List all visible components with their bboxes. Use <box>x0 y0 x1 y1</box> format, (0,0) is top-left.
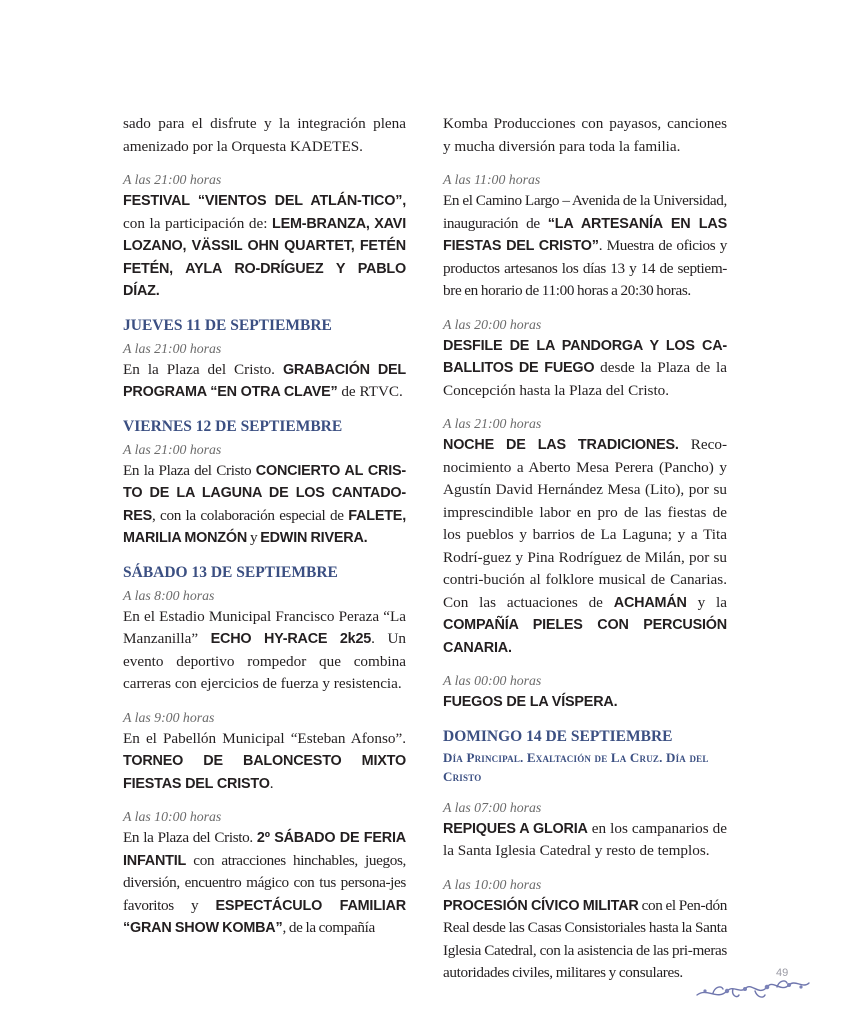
text: y la <box>686 593 727 611</box>
artists: COMPAÑÍA PIELES CON PERCUSIÓN CANARIA. <box>443 617 727 656</box>
text: con atracciones hinchables, juegos, diversión, encuentro mágico con tus persona-jes favoritos y <box>123 851 406 914</box>
event-description <box>443 691 727 714</box>
artists: FALETE, MARILIA MONZÓN <box>123 507 406 546</box>
text: . Muestra de oficios y productos artesanos los días 13 y 14 de septiem-bre en horario de 11:00 horas a 20:30 horas. <box>443 237 727 299</box>
event-title: GRABACIÓN DEL PROGRAMA “EN OTRA CLAVE” <box>123 361 407 400</box>
event-title: FUEGOS DE LA VÍSPERA. <box>443 694 618 710</box>
artists: LEM-BRANZA, XAVI LOZANO, VÄSSIL OHN QUARTET, FETÉN FETÉN, AYLA RO-DRÍGUEZ Y PABLO DÍAZ. <box>123 215 406 299</box>
event-title: REPIQUES A GLORIA <box>443 820 588 837</box>
text: , de la compañía <box>282 919 375 936</box>
text: En la Plaza del Cristo. <box>123 829 257 846</box>
artists: ACHAMÁN <box>613 594 687 611</box>
event-description <box>123 359 406 404</box>
text: con el Pen-dón Real desde las Casas Consistoriales hasta la Santa Iglesia Catedral, con la asistencia de las pri-meras autoridades civiles, militares y consulares. <box>443 896 727 981</box>
event-time: A las 10:00 horas <box>123 809 222 824</box>
day-heading: DOMINGO 14 DE SEPTIEMBRE <box>443 727 673 745</box>
event-description <box>123 827 406 940</box>
text: desde la Plaza de la Concepción hasta la Plaza del Cristo. <box>443 359 727 399</box>
text: En el Pabellón Municipal “Esteban Afonso”. <box>123 729 406 747</box>
left-column <box>123 113 406 940</box>
event-description <box>123 460 406 550</box>
right-column <box>443 113 727 985</box>
page-number: 49 <box>776 967 789 979</box>
event-time: A las 9:00 horas <box>123 709 215 725</box>
event-title: FESTIVAL “VIENTOS DEL ATLÁN-TICO”, <box>123 193 406 209</box>
text: sado para el disfrute y la integración plena amenizado por la Orquesta KADETES. <box>123 115 406 155</box>
event-title: DESFILE DE LA PANDORGA Y LOS CA-BALLITOS DE FUEGO <box>443 337 727 376</box>
event-title: NOCHE DE LAS TRADICIONES. <box>443 437 679 453</box>
event-time: A las 20:00 horas <box>443 316 542 332</box>
event-time: A las 07:00 horas <box>443 799 542 815</box>
event-description <box>443 335 727 403</box>
day-heading: JUEVES 11 DE SEPTIEMBRE <box>123 316 332 334</box>
event-time: A las 21:00 horas <box>123 441 222 457</box>
event-description <box>443 818 727 863</box>
floral-ornament-icon <box>693 967 813 1003</box>
paragraph <box>123 113 406 158</box>
text: En el Estadio Municipal Francisco Peraza “La Manzanilla” <box>123 607 406 647</box>
event-title: 2º SÁBADO DE FERIA INFANTIL <box>123 830 406 869</box>
text: . <box>269 774 274 792</box>
event-title: ESPECTÁCULO FAMILIAR “GRAN SHOW KOMBA” <box>123 897 406 936</box>
text: Komba Producciones con payasos, canciones y mucha diversión para toda la familia. <box>443 115 727 155</box>
event-title: TORNEO DE BALONCESTO MIXTO FIESTAS DEL CRISTO <box>123 753 406 792</box>
event-time: A las 21:00 horas <box>443 416 542 431</box>
text: en los campanarios de la Santa Iglesia Catedral y resto de templos. <box>443 819 727 859</box>
event-time: A las 8:00 horas <box>123 587 215 603</box>
paragraph <box>443 113 727 158</box>
event-description <box>443 895 727 985</box>
event-description <box>123 190 406 303</box>
day-heading: VIERNES 12 DE SEPTIEMBRE <box>123 417 343 435</box>
event-time: A las 00:00 horas <box>443 673 542 688</box>
event-description <box>123 728 406 796</box>
text: En la Plaza del Cristo. <box>123 360 283 378</box>
text: , con la colaboración especial de <box>152 506 349 524</box>
text: En el Camino Largo – Avenida de la Universidad, inauguración de <box>443 192 727 232</box>
event-time: A las 10:00 horas <box>443 876 542 892</box>
artists: EDWIN RIVERA. <box>260 530 368 546</box>
event-time: A las 11:00 horas <box>443 172 541 187</box>
event-time: A las 21:00 horas <box>123 172 222 187</box>
event-time: A las 21:00 horas <box>123 340 222 356</box>
text: Reco-nocimiento a Aberto Mesa Perera (Pancho) y Agustín David Hernández Mesa (Lito), por su imprescindible labor en pro de las fiestas de los pueblos y barrios de La Laguna; y a Tita Rodrí-guez y Pina Rodríguez de Milán, por su contri-bución al folklore musical de Canarias. Con las actuaciones de <box>443 436 727 611</box>
event-description <box>443 190 727 303</box>
text: de RTVC. <box>337 383 403 400</box>
text: En la Plaza del Cristo <box>123 461 256 479</box>
event-title: CONCIERTO AL CRIS-TO DE LA LAGUNA DE LOS CANTADO-RES <box>123 462 406 524</box>
event-title: PROCESIÓN CÍVICO MILITAR <box>443 897 639 914</box>
event-description <box>443 434 727 659</box>
text: con la participación de: <box>123 214 272 232</box>
day-heading: SÁBADO 13 DE SEPTIEMBRE <box>123 563 338 581</box>
event-title: ECHO HY-RACE 2k25 <box>210 631 372 647</box>
event-description <box>123 606 406 696</box>
day-subheading: Día Principal. Exaltación de La Cruz. Día del Cristo <box>443 749 709 784</box>
text: . Un evento deportivo rompedor que combina carreras con ejercicios de fuerza y resistencia. <box>123 630 407 692</box>
text: y <box>247 529 261 546</box>
event-title: “LA ARTESANÍA EN LAS FIESTAS DEL CRISTO” <box>443 215 727 254</box>
